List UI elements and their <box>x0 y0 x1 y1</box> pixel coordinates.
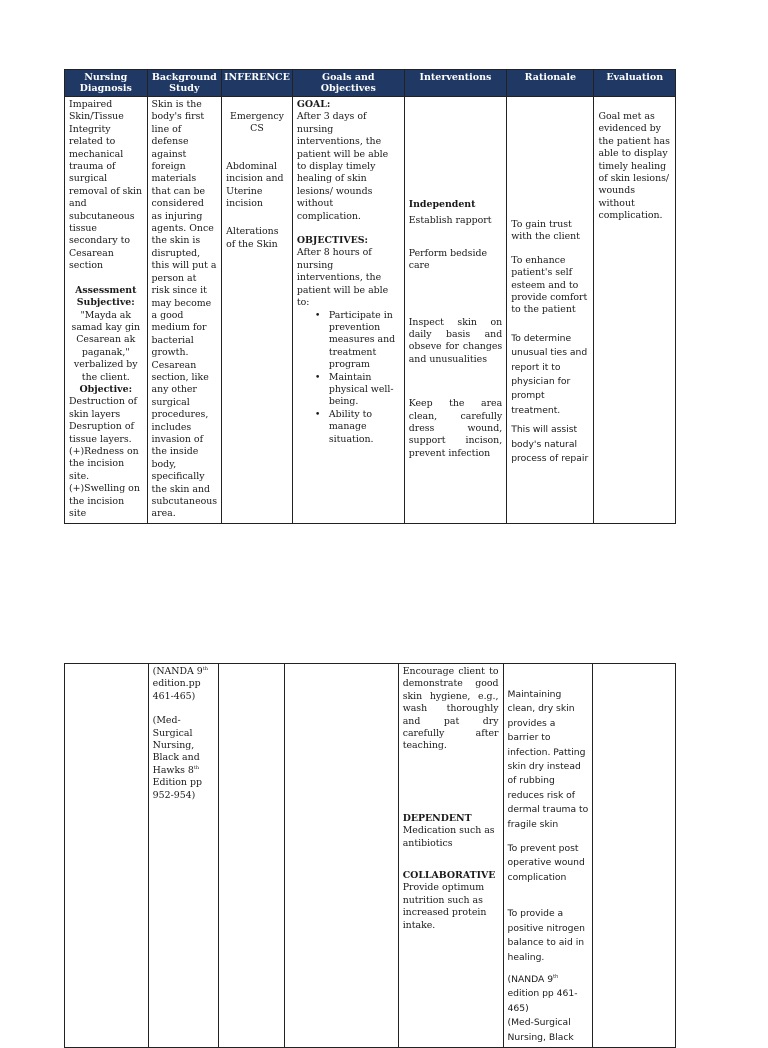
objective-item: Destruction of skin layers <box>69 396 137 420</box>
dependent-heading: DEPENDENT <box>402 812 472 824</box>
header-rationale: Rationale <box>507 70 594 97</box>
reference-text: (NANDA 9th edition.pp 461-465) <box>152 665 208 702</box>
background-cell <box>147 97 222 524</box>
header-inference: INFERENCE <box>222 70 293 97</box>
subjective-heading: Subjective: <box>76 297 135 309</box>
inference-item: Emergency CS <box>230 111 284 135</box>
goals-cell <box>284 664 398 1048</box>
diagnosis-cell <box>65 97 148 524</box>
inference-item: Abdominal incision and Uterine incision <box>226 160 284 210</box>
diagnosis-text: Impaired Skin/Tissue Integrity related to mechanical trauma of surgical removal of skin and subcutaneous tissue secondary to Cesarean section <box>69 99 143 272</box>
rationale-item: To determine unusual ties and report it to physician for prompt treatment. <box>511 332 588 416</box>
care-plan-table-page-1 <box>64 69 676 524</box>
list-item: • Maintain physical well-being. <box>329 372 400 409</box>
table-row <box>65 664 676 1048</box>
objectives-heading: OBJECTIVES: <box>296 235 368 247</box>
reference-text: (Med-Surgical Nursing, Black and Hawks 8th Edition pp 952-954) <box>152 715 202 801</box>
interventions-cell <box>398 664 503 1048</box>
evaluation-text: Goal met as evidenced by the patient has able to display timely healing of skin lesions/ wounds without complication. <box>598 111 670 222</box>
intervention-item: Provide optimum nutrition such as increased protein intake. <box>402 882 487 931</box>
reference-text: (NANDA 9th edition pp 461-465) <box>507 973 578 1014</box>
intervention-item: Encourage client to demonstrate good skin hygiene, e.g., wash thoroughly and pat dry carefully after teaching. <box>402 666 499 752</box>
goals-cell <box>292 97 404 524</box>
intervention-item: Keep the area clean, carefully dress wound, support incison, prevent infection <box>408 398 503 459</box>
independent-heading: Independent <box>408 199 476 210</box>
background-cell <box>148 664 219 1048</box>
care-plan-table-page-2 <box>64 663 676 1048</box>
intervention-item: Inspect skin on daily basis and obseve for changes and unusualities <box>408 316 503 365</box>
rationale-item: Maintaining clean, dry skin provides a barrier to infection. Patting skin dry instead of rubbing reduces risk of dermal trauma to fragile skin <box>507 689 589 830</box>
objective-heading: Objective: <box>79 383 133 395</box>
goal-text: After 3 days of nursing interventions, the patient will be able to display timely healing of skin lesions/ wounds without complication. <box>296 111 389 222</box>
intervention-item: Medication such as antibiotics <box>402 825 495 849</box>
table-row <box>65 97 676 524</box>
header-nursing-diagnosis: Nursing Diagnosis <box>65 70 148 97</box>
objectives-text: After 8 hours of nursing interventions, the patient will be able to: <box>296 247 389 309</box>
evaluation-cell <box>594 97 676 524</box>
background-text: Skin is the body's first line of defense against foreign materials that can be considered as injuring agents. Once the skin is disrupted, this will put a person at risk since it may become a good medium for bacterial growth. Cesarean section, like any other surgical procedures, includes invasion of the inside body, specifically the skin and subcutaneous area. <box>151 99 218 520</box>
objective-item: Desruption of tissue layers. <box>69 421 134 445</box>
objective-item: (+)Swelling on the incision site <box>69 483 140 519</box>
intervention-item: Perform bedside care <box>408 247 488 272</box>
header-evaluation: Evaluation <box>594 70 676 97</box>
reference-text: (Med-Surgical Nursing, Black <box>507 1017 574 1043</box>
inference-cell <box>222 97 293 524</box>
rationale-item: This will assist body's natural process of repair <box>511 424 589 465</box>
objective-item: (+)Redness on the incision site. <box>69 445 139 482</box>
objectives-list <box>297 310 400 446</box>
rationale-cell <box>507 97 594 524</box>
evaluation-cell <box>593 664 676 1048</box>
list-item: • Participate in prevention measures and treatment program <box>329 310 400 372</box>
rationale-item: To gain trust with the client <box>511 219 580 243</box>
inference-cell <box>219 664 285 1048</box>
rationale-item: To prevent post operative wound complication <box>507 843 585 883</box>
goal-heading: GOAL: <box>296 99 331 110</box>
interventions-cell <box>404 97 506 524</box>
inference-item: Alterations of the Skin <box>226 226 279 250</box>
subjective-text: "Mayda ak samad kay gin Cesarean ak paganak," verbalized by the client. <box>71 309 140 383</box>
rationale-cell <box>503 664 593 1048</box>
intervention-item: Establish rapport <box>408 215 492 227</box>
header-background-study: Background Study <box>147 70 222 97</box>
rationale-item: To provide a positive nitrogen balance to aid in healing. <box>507 908 585 963</box>
table-header-row <box>65 70 676 97</box>
list-item: • Ability to manage situation. <box>329 409 400 446</box>
rationale-item: To enhance patient's self esteem and to provide comfort to the patient <box>511 254 588 316</box>
assessment-heading: Assessment <box>75 284 137 296</box>
header-goals-objectives: Goals and Objectives <box>292 70 404 97</box>
collaborative-heading: COLLABORATIVE <box>402 870 496 882</box>
diagnosis-cell <box>65 664 149 1048</box>
header-interventions: Interventions <box>404 70 506 97</box>
